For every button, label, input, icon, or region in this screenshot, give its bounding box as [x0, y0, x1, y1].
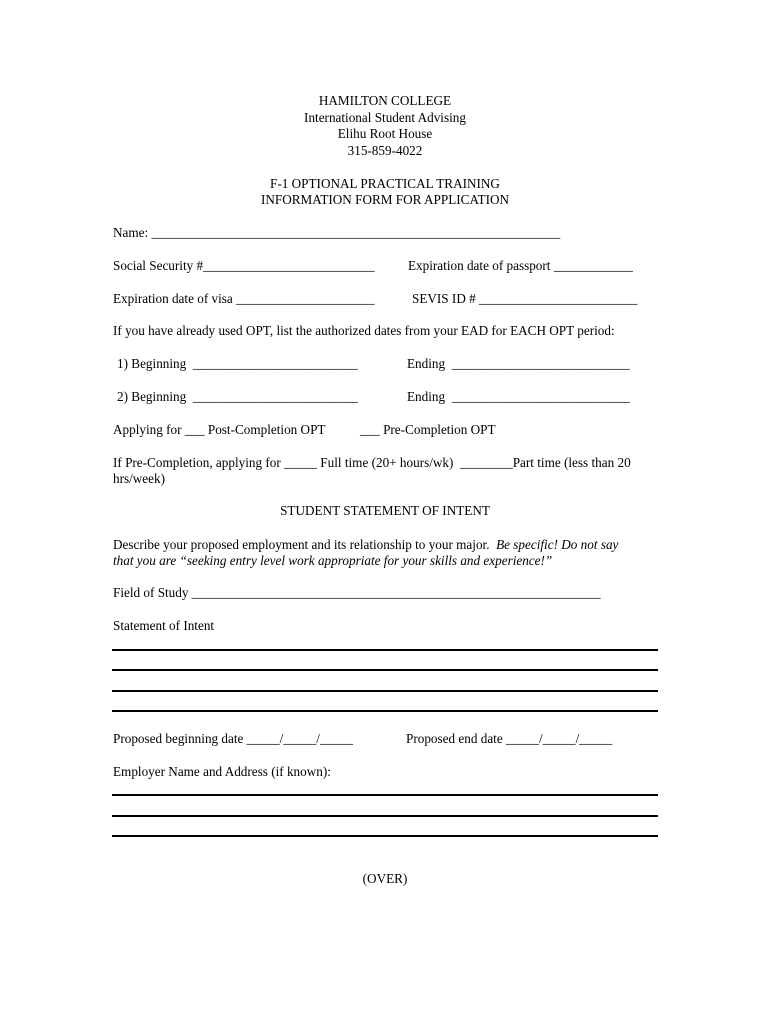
describe-instructions-line1	[113, 537, 618, 553]
over-note: (OVER)	[362, 871, 408, 886]
precompletion-hours-line1[interactable]: If Pre-Completion, applying for _____ Full time (20+ hours/wk) ________Part time (less than 20	[113, 455, 631, 470]
describe-emphasis-text: Be specific! Do not say	[496, 537, 619, 552]
describe-emphasis-text-2: that you are “seeking entry level work appropriate for your skills and experience!”	[113, 553, 553, 568]
sevis-id-field[interactable]: SEVIS ID # ________________________	[412, 291, 638, 306]
employer-label: Employer Name and Address (if known):	[113, 764, 331, 779]
employer-line-2[interactable]	[112, 815, 658, 817]
form-title-line2: INFORMATION FORM FOR APPLICATION	[260, 192, 510, 207]
field-of-study-field[interactable]: Field of Study ______________________________________________________________	[113, 585, 601, 600]
proposed-end-date-field[interactable]: Proposed end date _____/_____/_____	[406, 731, 613, 746]
building-name: Elihu Root House	[337, 126, 433, 141]
employer-line-1[interactable]	[112, 794, 658, 796]
post-completion-option[interactable]: Applying for ___ Post-Completion OPT	[113, 422, 326, 437]
form-title-line1: F-1 OPTIONAL PRACTICAL TRAINING	[270, 176, 500, 191]
precompletion-hours-line2: hrs/week)	[113, 471, 165, 486]
intent-line-4[interactable]	[112, 710, 658, 712]
period1-beginning-field[interactable]: 1) Beginning _________________________	[117, 356, 358, 371]
visa-expiration-field[interactable]: Expiration date of visa _____________________	[113, 291, 375, 306]
office-name: International Student Advising	[304, 110, 466, 125]
pre-completion-option[interactable]: ___ Pre-Completion OPT	[360, 422, 496, 437]
college-name: HAMILTON COLLEGE	[318, 93, 452, 108]
ssn-field[interactable]: Social Security #__________________________	[113, 258, 375, 273]
proposed-begin-date-field[interactable]: Proposed beginning date _____/_____/_____	[113, 731, 353, 746]
passport-expiration-field[interactable]: Expiration date of passport ____________	[408, 258, 633, 273]
intent-line-1[interactable]	[112, 649, 658, 651]
intent-line-2[interactable]	[112, 669, 658, 671]
name-field[interactable]: Name: ______________________________________________________________	[113, 225, 561, 240]
period2-beginning-field[interactable]: 2) Beginning _________________________	[117, 389, 358, 404]
statement-of-intent-label: Statement of Intent	[113, 618, 215, 633]
describe-instructions-line2	[113, 553, 552, 569]
intent-line-3[interactable]	[112, 690, 658, 692]
phone-number: 315-859-4022	[347, 143, 423, 158]
period1-ending-field[interactable]: Ending ___________________________	[407, 356, 630, 371]
period2-ending-field[interactable]: Ending ___________________________	[407, 389, 630, 404]
opt-prompt: If you have already used OPT, list the authorized dates from your EAD for EACH OPT period:	[113, 323, 615, 338]
employer-line-3[interactable]	[112, 835, 658, 837]
describe-plain-text: Describe your proposed employment and its relationship to your major.	[113, 537, 497, 552]
statement-heading: STUDENT STATEMENT OF INTENT	[280, 503, 490, 518]
